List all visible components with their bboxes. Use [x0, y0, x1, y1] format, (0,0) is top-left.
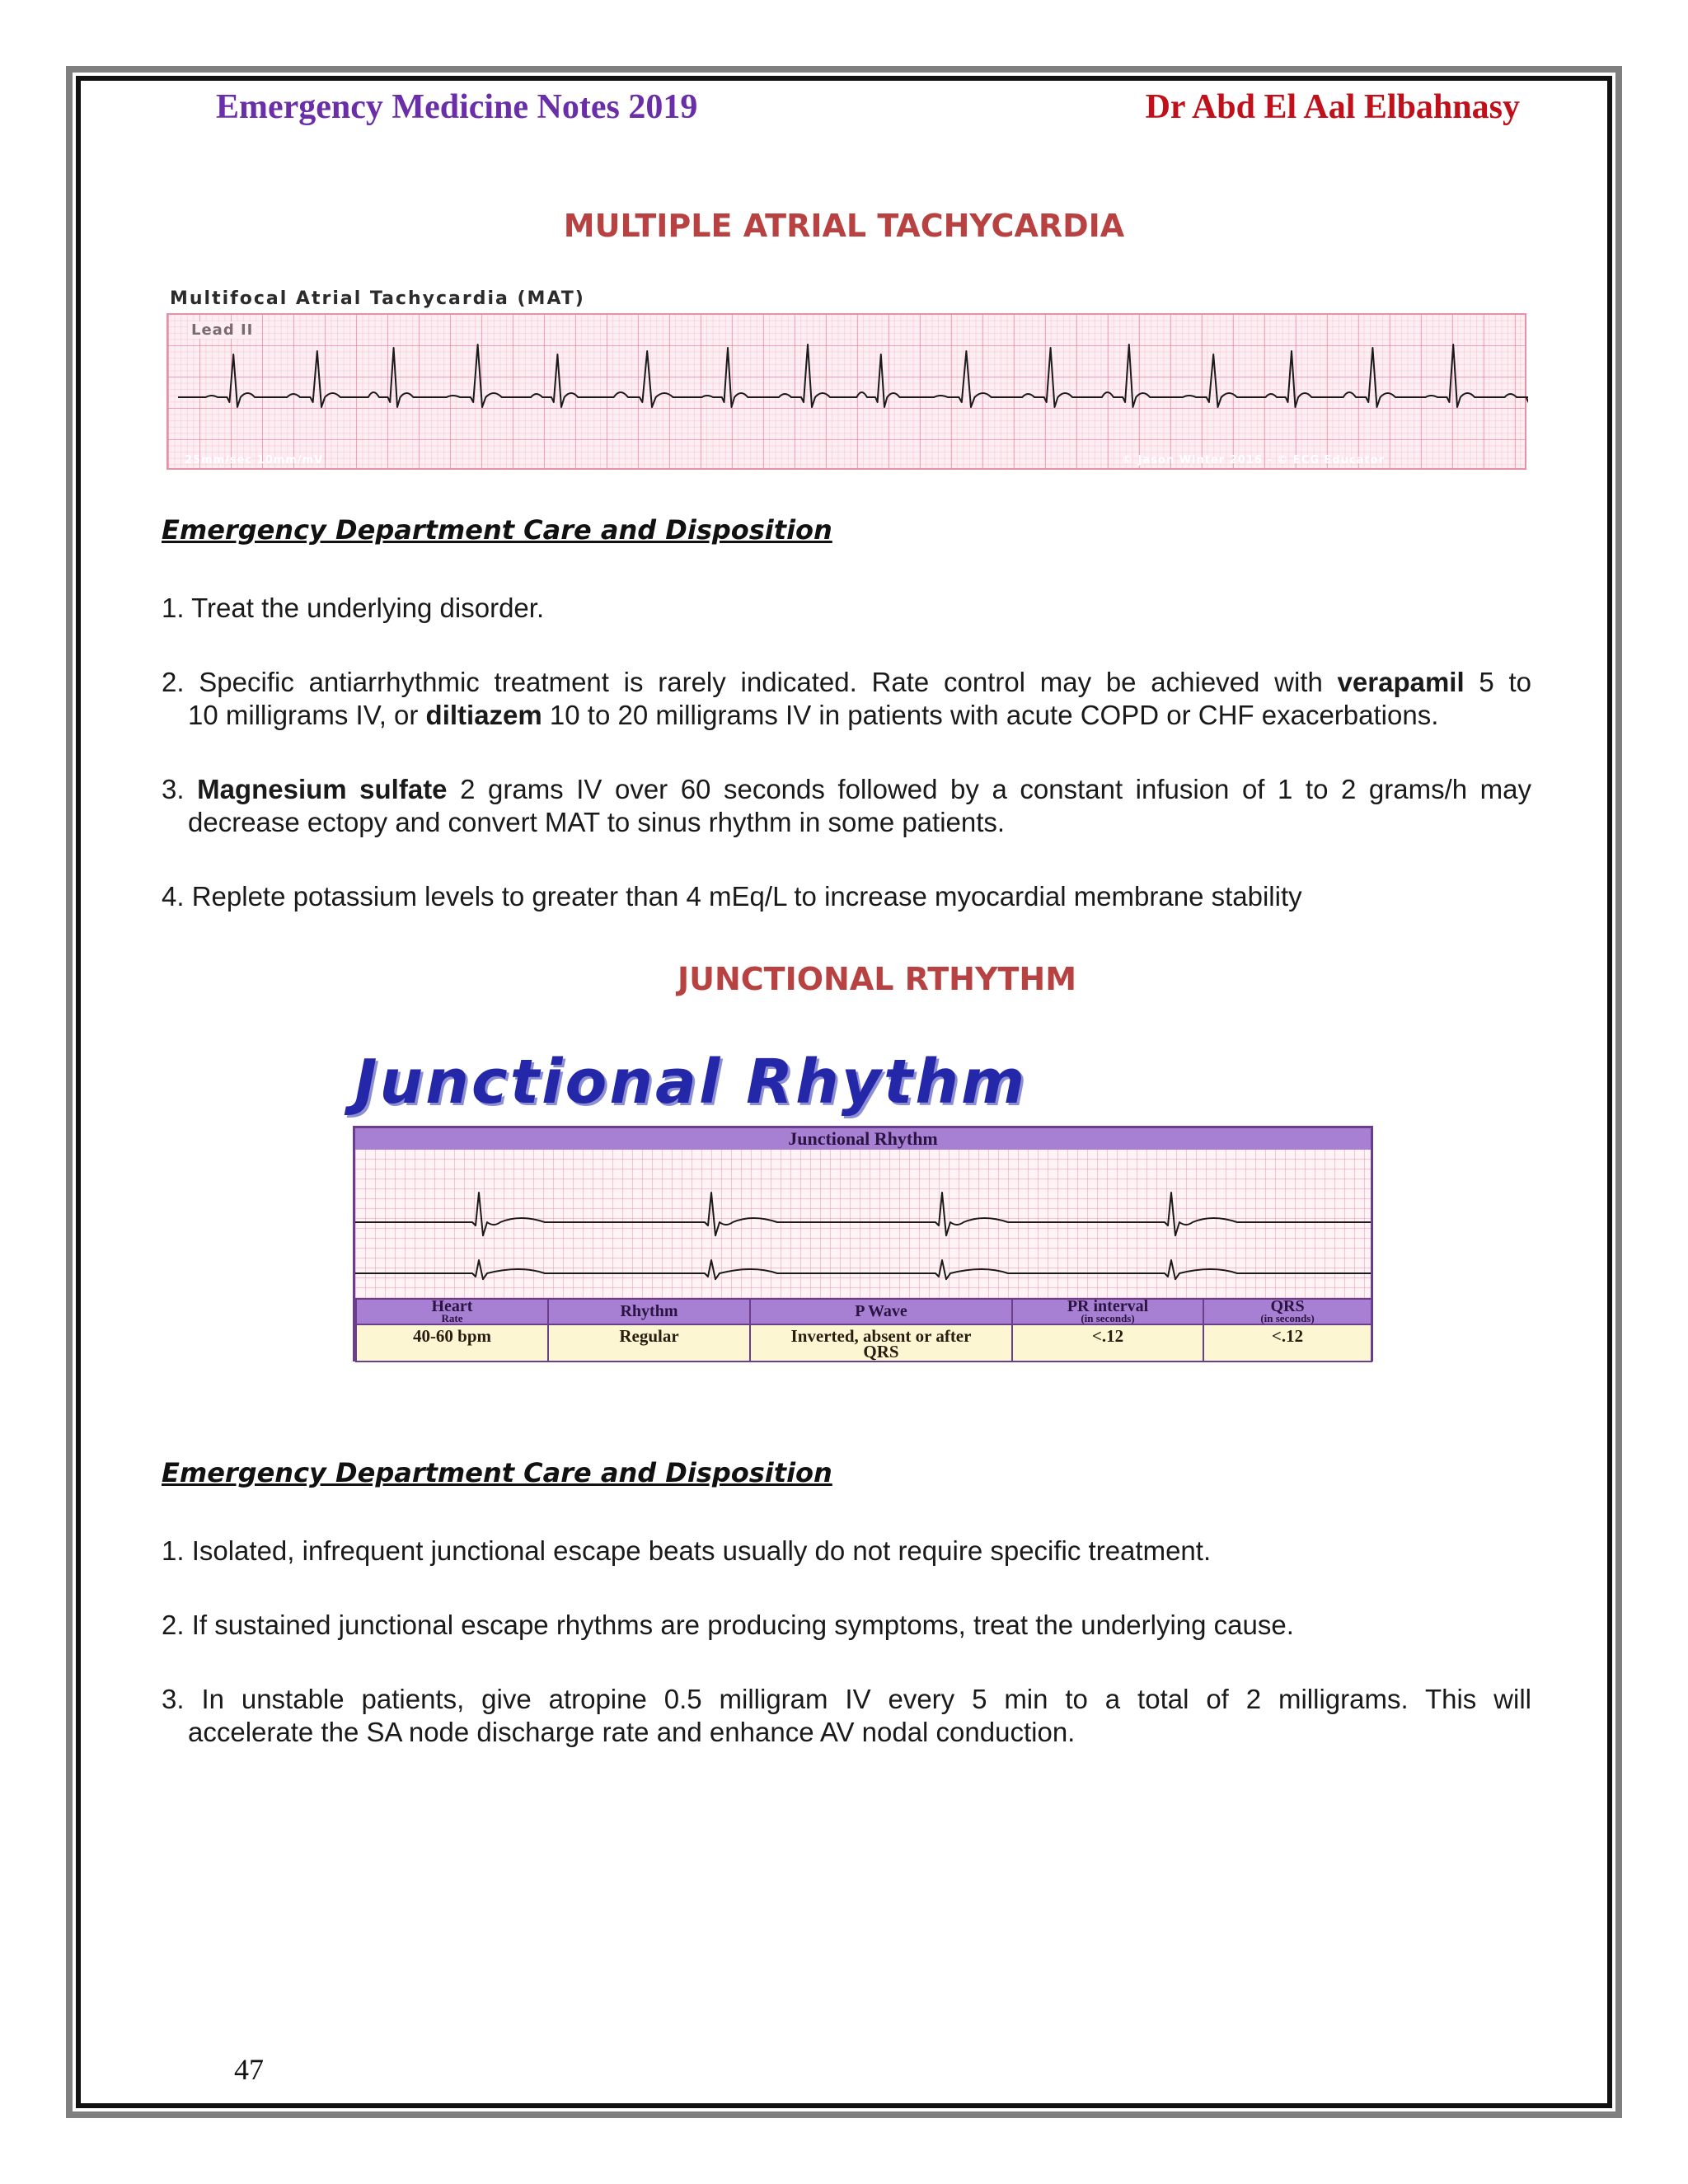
mat-ecg-trace: [168, 315, 1528, 471]
jr-ecg-figure: [353, 1126, 1373, 1361]
mat-subheading: Emergency Department Care and Disposition: [162, 514, 832, 546]
jr-item-1: 1. Isolated, infrequent junctional escape beats usually do not require specific treatment.: [162, 1535, 1212, 1566]
jr-criteria-table: [355, 1298, 1372, 1362]
jr-ecg-trace: [355, 1150, 1371, 1298]
mat-ecg-strip: [166, 313, 1526, 470]
mat-footer-speed: 25mm/sec 10mm/mV: [185, 454, 324, 466]
header-left-title: Emergency Medicine Notes 2019: [216, 88, 698, 126]
jr-table-value-row: [356, 1324, 1372, 1361]
mat-footer-credit: © Jason Winter 2016 - © ECG Educator: [1122, 454, 1385, 466]
jr-td-qrs: <.12: [1203, 1324, 1372, 1361]
jr-th-rhythm: Rhythm: [548, 1299, 750, 1324]
mat-lead-label: Lead II: [188, 321, 256, 339]
jr-section-title: JUNCTIONAL RTHYTHM: [677, 961, 1077, 997]
jr-td-pr-interval: <.12: [1012, 1324, 1203, 1361]
mat-item-3: 3. Magnesium sulfate 2 grams IV over 60 seconds followed by a constant infusion of 1 to 2 grams/h may decrease ectopy and convert MAT to sinus rhythm in some patients.: [162, 774, 1531, 837]
jr-th-heart-rate: Heart Rate: [356, 1299, 548, 1324]
header-right-author: Dr Abd El Aal Elbahnasy: [1145, 88, 1520, 126]
mat-item-1: 1. Treat the underlying disorder.: [162, 593, 545, 623]
mat-figure-title: Multifocal Atrial Tachycardia (MAT): [170, 288, 585, 309]
jr-td-rhythm: Regular: [548, 1324, 750, 1361]
mat-waveform: [178, 344, 1528, 407]
page-number: 47: [234, 2053, 264, 2086]
jr-th-p-wave: P Wave: [750, 1299, 1012, 1324]
jr-subheading: Emergency Department Care and Disposition: [162, 1457, 832, 1488]
jr-item-2: 2. If sustained junctional escape rhythms are producing symptoms, treat the underlying cause.: [162, 1610, 1294, 1640]
jr-ecg-strip: [355, 1150, 1371, 1298]
jr-waveform-bottom: [355, 1260, 1371, 1279]
jr-th-qrs: QRS (in seconds): [1203, 1299, 1372, 1324]
jr-th-pr-interval: PR interval (in seconds): [1012, 1299, 1203, 1324]
jr-waveform-top: [355, 1193, 1371, 1235]
jr-td-heart-rate: 40-60 bpm: [356, 1324, 548, 1361]
mat-ecg-figure: [166, 288, 1526, 468]
mat-item-4: 4. Replete potassium levels to greater than 4 mEq/L to increase myocardial membrane stability: [162, 881, 1302, 912]
jr-item-3: 3. In unstable patients, give atropine 0.5 milligram IV every 5 min to a total of 2 milligrams. This will accelerate the SA node discharge rate and enhance AV nodal conduction.: [162, 1684, 1532, 1747]
jr-td-p-wave: Inverted, absent or after QRS: [750, 1324, 1012, 1361]
jr-strip-title: Junctional Rhythm: [355, 1128, 1371, 1150]
jr-table-header-row: [356, 1299, 1372, 1324]
jr-figure-big-title: Junctional Rhythm: [354, 1047, 1028, 1118]
mat-item-2: 2. Specific antiarrhythmic treatment is rarely indicated. Rate control may be achieved with verapamil 5 to 10 milligrams IV, or diltiazem 10 to 20 milligrams IV in patients with acute COPD or CHF exacerbations.: [162, 667, 1531, 730]
mat-section-title: MULTIPLE ATRIAL TACHYCARDIA: [563, 208, 1125, 244]
